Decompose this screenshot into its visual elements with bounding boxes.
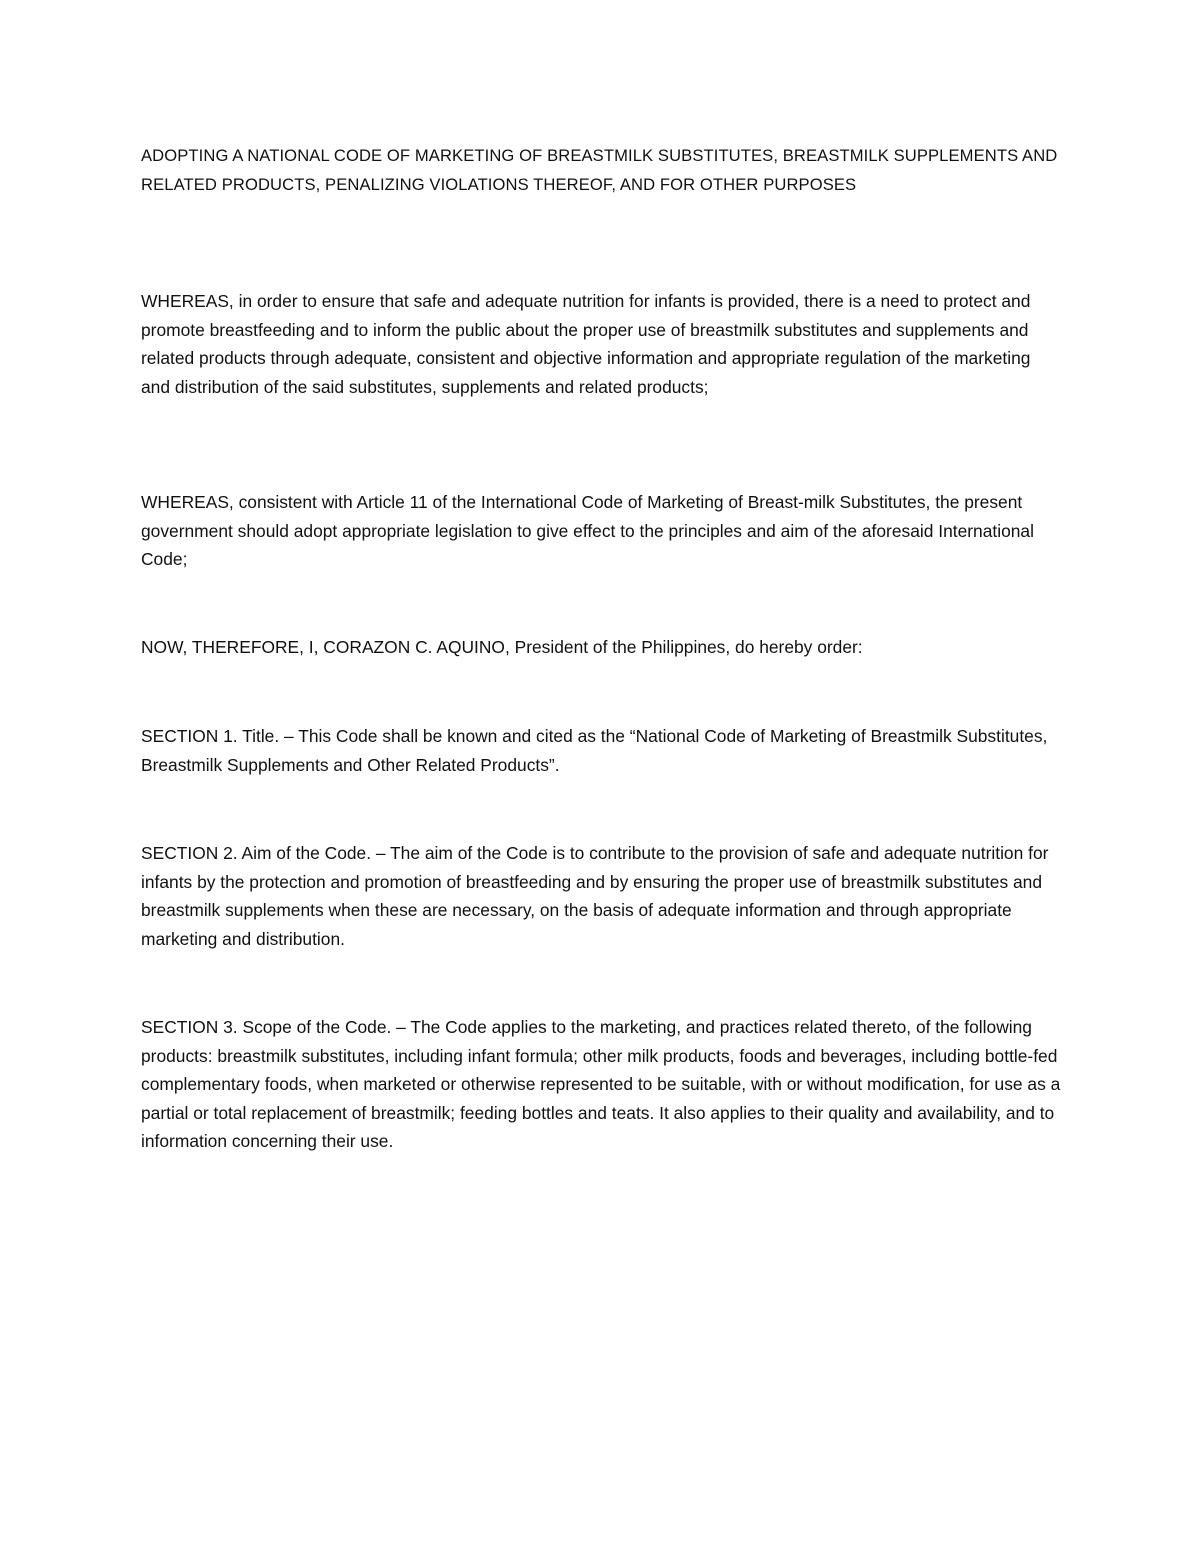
document-title: ADOPTING A NATIONAL CODE OF MARKETING OF BREASTMILK SUBSTITUTES, BREASTMILK SUPPLEMENTS AND RELATED PRODUCTS, PENALIZING VIOLATIONS THEREOF, AND FOR OTHER PURPOSES [141, 146, 1058, 194]
section-3-scope: SECTION 3. Scope of the Code. – The Code applies to the marketing, and practices related thereto, of the following products: breastmilk substitutes, including infant formula; other milk products, foods and beverages, including bottle-fed complementary foods, when marketed or otherwise represented to be suitable, with or without modification, for use as a partial or total replacement of breastmilk; feeding bottles and teats. It also applies to their quality and availability, and to information concerning their use. [141, 1017, 1061, 1151]
section-2-aim: SECTION 2. Aim of the Code. – The aim of the Code is to contribute to the provision of safe and adequate nutrition for infants by the protection and promotion of breastfeeding and by ensuring the proper use of breastmilk substitutes and breastmilk supplements when these are necessary, on the basis of adequate information and through appropriate marketing and distribution. [141, 843, 1049, 949]
whereas-paragraph-2: WHEREAS, consistent with Article 11 of the International Code of Marketing of Breast-milk Substitutes, the present government should adopt appropriate legislation to give effect to the principles and aim of the aforesaid International Code; [141, 492, 1034, 569]
whereas-paragraph-1: WHEREAS, in order to ensure that safe and adequate nutrition for infants is provided, there is a need to protect and promote breastfeeding and to inform the public about the proper use of breastmilk substitutes and supplements and related products through adequate, consistent and objective information and appropriate regulation of the marketing and distribution of the said substitutes, supplements and related products; [141, 291, 1031, 397]
section-1-title: SECTION 1. Title. – This Code shall be known and cited as the “National Code of Marketing of Breastmilk Substitutes, Breastmilk Supplements and Other Related Products”. [141, 726, 1048, 775]
order-paragraph: NOW, THEREFORE, I, CORAZON C. AQUINO, President of the Philippines, do hereby order: [141, 637, 863, 657]
